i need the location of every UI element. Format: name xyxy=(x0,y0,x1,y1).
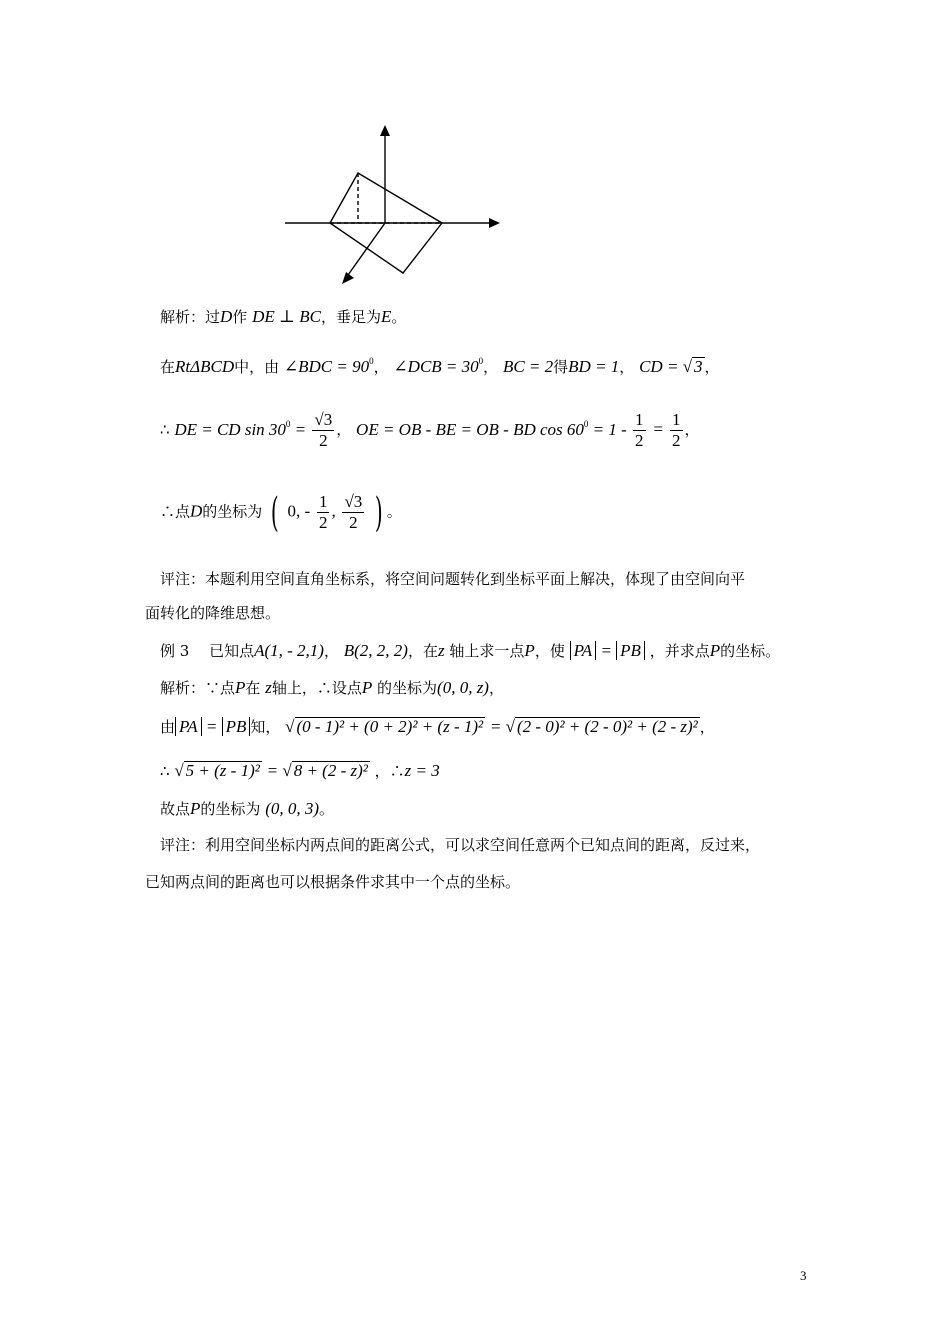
y-axis-arrow xyxy=(489,218,500,228)
comment-1-line-1: 评注：本题利用空间直角坐标系，将空间问题转化到坐标平面上解决，体现了由空间向平 xyxy=(160,570,746,588)
x-axis-arrow xyxy=(342,272,354,284)
coordinate-figure xyxy=(280,120,510,295)
page-number: 3 xyxy=(800,1268,807,1283)
x-axis-line xyxy=(348,223,385,275)
example-3: 例 3 已知点A(1, - 2,1)， B(2, 2, 2)，在z 轴上求一点P，使 PA = PB ，并求点P的坐标。 xyxy=(160,641,781,660)
solution-2-line-1: 解析：∵点P在 z轴上，∴设点P 的坐标为(0, 0, z)， xyxy=(160,678,504,697)
solution-line-4: ∴点D的坐标为 ( 0, - $\frac{1}{2}$ , $\frac{√3}{2}$ ) 。 xyxy=(160,489,402,536)
solution-line-2: 在RtΔBCD中，由 ∠BDC = $90^0$， ∠DCB = $30^0$， BC = 2得BD = 1， CD = √ 3 ， xyxy=(160,356,720,376)
comment-2-line-2: 已知两点间的距离也可以根据条件求其中一个点的坐标。 xyxy=(145,873,521,891)
comment-2-line-1: 评注：利用空间坐标内两点间的距离公式，可以求空间任意两个已知点间的距离，反过来， xyxy=(160,836,761,854)
solution-2-line-3: ∴ √ 5 + (z - 1)² = √ 8 + (2 - z)² ，∴z = 3 xyxy=(160,761,440,780)
solution-line-3: ∴ DE = CD $\sin 30^0$ = $\frac{√3}{2}$ ， OE = OB - BE = OB - BD $\cos 60^0 = 1$ - $\frac{1}{2}$ = $\frac{1}{2}$ ， xyxy=(160,410,700,450)
z-axis-arrow xyxy=(380,125,390,136)
solution-line-1: 解析：过D作 DE ⊥ BC，垂足为E。 xyxy=(160,307,407,326)
solution-2-line-2: 由 PA = PB 知， √ (0 - 1)² + (0 + 2)² + (z - 1)² = √ (2 - 0)² + (2 - 0)² + (2 - z)² ， xyxy=(160,717,715,736)
comment-1-line-2: 面转化的降维思想。 xyxy=(145,604,281,622)
solution-2-line-4: 故点P的坐标为 (0, 0, 3)。 xyxy=(160,799,335,818)
